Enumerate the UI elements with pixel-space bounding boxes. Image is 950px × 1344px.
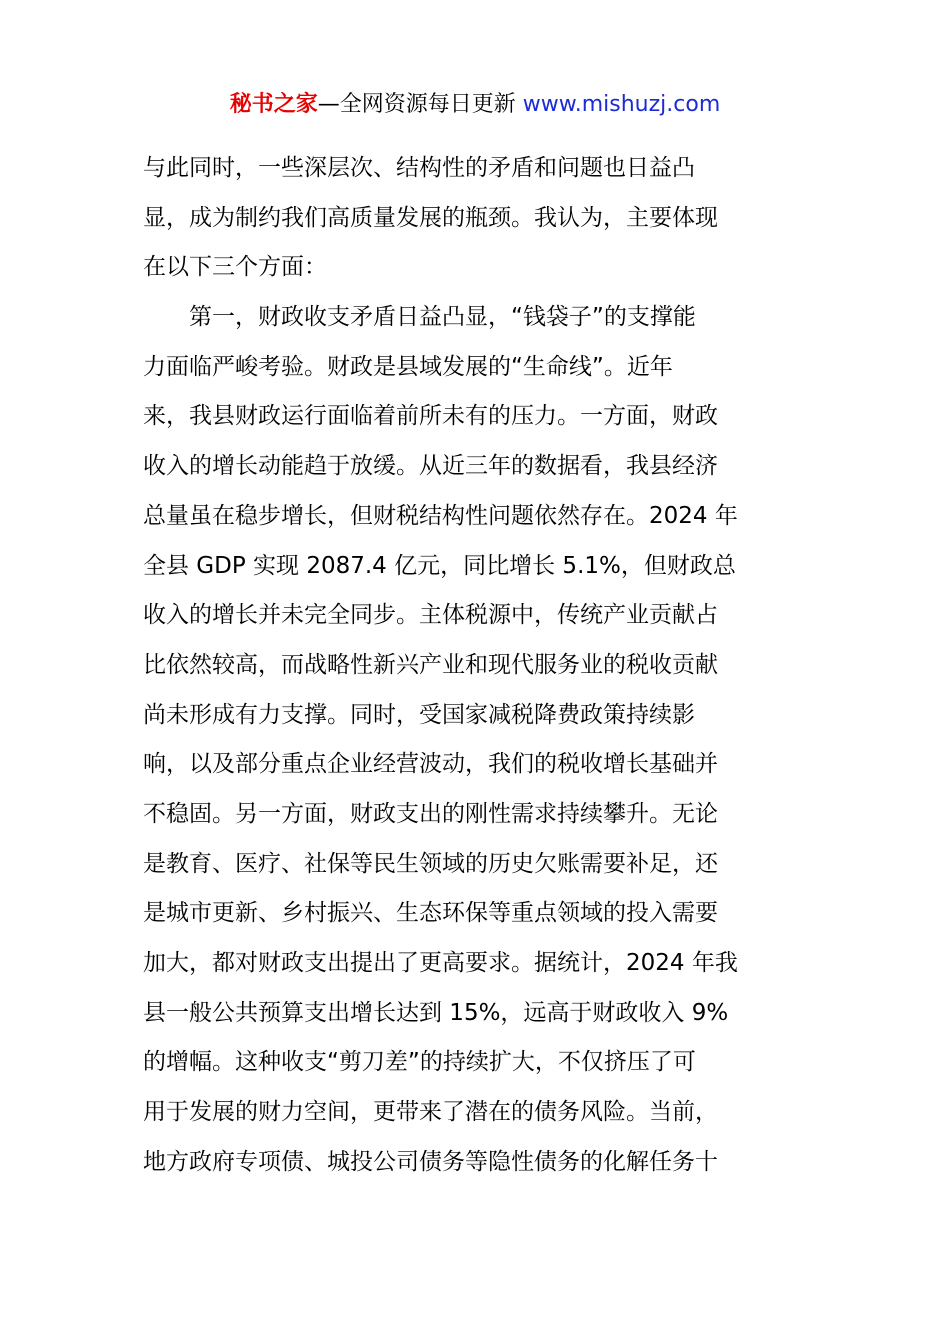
- text-line: 收入的增长并未完全同步。主体税源中，传统产业贡献占: [143, 602, 718, 629]
- text-line: 是城市更新、乡村振兴、生态环保等重点领域的投入需要: [143, 900, 718, 927]
- text-line: 全县 GDP 实现 2087.4 亿元，同比增长 5.1%，但财政总: [143, 552, 736, 579]
- site-header: [0, 90, 950, 120]
- text-line: 与此同时，一些深层次、结构性的矛盾和问题也日益凸: [143, 155, 695, 181]
- text-line: 显，成为制约我们高质量发展的瓶颈。我认为，主要体现: [143, 204, 718, 231]
- text-line: 第一，财政收支矛盾日益凸显，“钱袋子”的支撑能: [143, 304, 696, 331]
- text-line: 收入的增长动能趋于放缓。从近三年的数据看，我县经济: [143, 453, 718, 480]
- text-line: 比依然较高，而战略性新兴产业和现代服务业的税收贡献: [143, 651, 718, 678]
- text-line: 用于发展的财力空间，更带来了潜在的债务风险。当前，: [143, 1099, 718, 1126]
- text-line: 加大，都对财政支出提出了更高要求。据统计，2024 年我: [143, 950, 738, 976]
- text-line: 在以下三个方面：: [143, 254, 327, 281]
- site-tagline: —全网资源每日更新: [317, 92, 523, 117]
- text-line: 尚未形成有力支撑。同时，受国家减税降费政策持续影: [143, 701, 695, 728]
- text-line: 力面临严峻考验。财政是县域发展的“生命线”。近年: [143, 353, 673, 380]
- text-line: 的增幅。这种收支“剪刀差”的持续扩大，不仅挤压了可: [143, 1049, 696, 1076]
- site-brand: 秘书之家: [229, 92, 318, 117]
- text-line: 响，以及部分重点企业经营波动，我们的税收增长基础并: [143, 751, 718, 778]
- text-line: 地方政府专项债、城投公司债务等隐性债务的化解任务十: [143, 1148, 718, 1175]
- text-line: 总量虽在稳步增长，但财税结构性问题依然存在。2024 年: [143, 502, 738, 529]
- text-line: 不稳固。另一方面，财政支出的刚性需求持续攀升。无论: [143, 800, 718, 827]
- site-url-link[interactable]: www.mishuzj.com: [522, 92, 721, 117]
- text-line: 来，我县财政运行面临着前所未有的压力。一方面，财政: [143, 403, 718, 430]
- text-line: 是教育、医疗、社保等民生领域的历史欠账需要补足，还: [143, 850, 718, 877]
- document-body: [143, 144, 809, 1187]
- text-line: 县一般公共预算支出增长达到 15%，远高于财政收入 9%: [143, 999, 729, 1026]
